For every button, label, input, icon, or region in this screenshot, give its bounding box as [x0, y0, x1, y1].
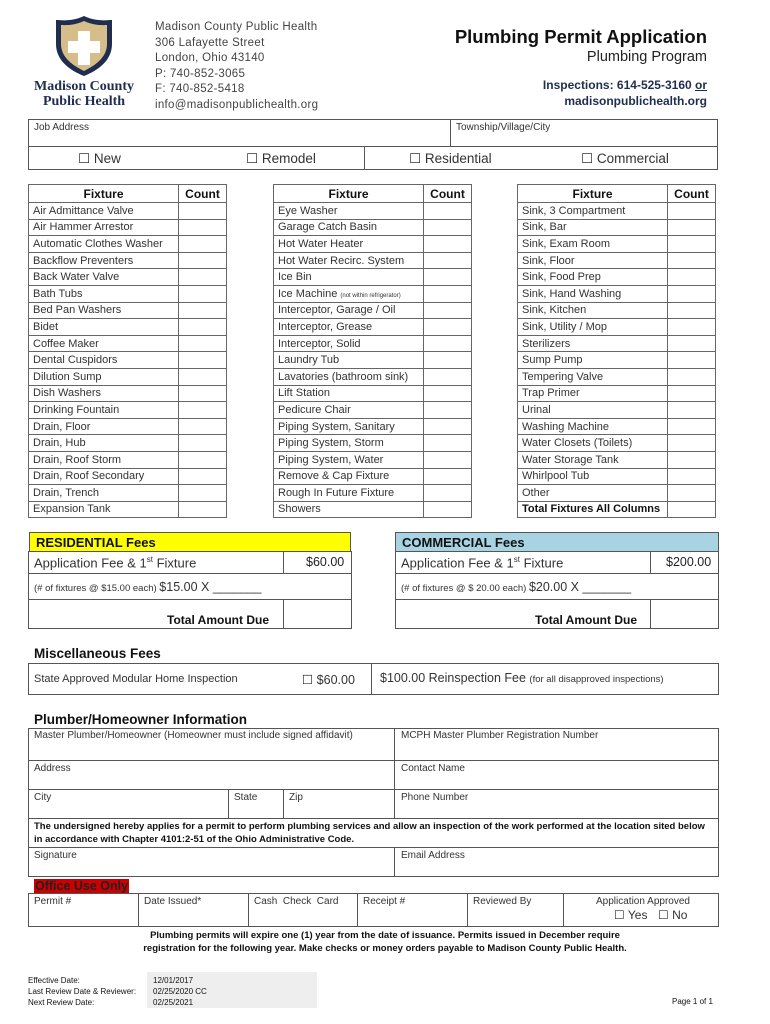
fixture-name: Ice Bin	[274, 269, 424, 286]
org-city: London, Ohio 43140	[155, 52, 265, 64]
fixture-count-input[interactable]	[424, 269, 472, 286]
fixture-count-input[interactable]	[424, 385, 472, 402]
table-row	[274, 451, 472, 468]
table-row	[29, 352, 227, 369]
fixture-count-input[interactable]	[424, 402, 472, 419]
table-row	[518, 219, 716, 236]
fixture-count-input[interactable]	[668, 418, 716, 435]
last-review-label: Last Review Date & Reviewer:	[28, 987, 137, 996]
fixture-count-input[interactable]	[668, 285, 716, 302]
table-row	[29, 285, 227, 302]
modular-checkbox[interactable]: ☐ $60.00	[302, 673, 355, 687]
count-header: Count	[668, 185, 716, 203]
state-label: State	[234, 792, 258, 803]
fixture-name: Interceptor, Garage / Oil	[274, 302, 424, 319]
residential-fixture-rate[interactable]: $15.00 X _______	[159, 580, 262, 594]
commercial-app-amount: $200.00	[666, 555, 712, 569]
table-row	[29, 252, 227, 269]
count-header: Count	[424, 185, 472, 203]
next-review-label: Next Review Date:	[28, 998, 95, 1007]
misc-fees-header: Miscellaneous Fees	[34, 646, 161, 661]
effective-date: 12/01/2017	[153, 976, 194, 985]
table-row	[274, 385, 472, 402]
fixture-name: Drain, Floor	[29, 418, 179, 435]
fixture-count-input[interactable]	[424, 285, 472, 302]
fixture-count-input[interactable]	[424, 501, 472, 518]
fixture-count-input[interactable]	[424, 485, 472, 502]
table-row	[518, 319, 716, 336]
fixture-count-input[interactable]	[179, 485, 227, 502]
fixture-name: Tempering Valve	[518, 368, 668, 385]
table-row	[274, 269, 472, 286]
fixture-name: Drain, Roof Secondary	[29, 468, 179, 485]
table-row	[274, 418, 472, 435]
table-row	[29, 335, 227, 352]
table-row	[29, 302, 227, 319]
fixture-count-input[interactable]	[179, 501, 227, 518]
effective-date-label: Effective Date:	[28, 976, 80, 985]
table-row	[29, 236, 227, 253]
fixture-name: Air Hammer Arrestor	[29, 219, 179, 236]
table-row	[274, 203, 472, 220]
table-row	[274, 285, 472, 302]
fixture-name: Sink, Exam Room	[518, 236, 668, 253]
residential-app-amount: $60.00	[306, 555, 345, 569]
table-row	[518, 252, 716, 269]
fixture-name: Garage Catch Basin	[274, 219, 424, 236]
fixture-name: Water Closets (Toilets)	[518, 435, 668, 452]
table-row	[29, 368, 227, 385]
org-contact	[155, 20, 318, 113]
fixture-count-input[interactable]	[668, 385, 716, 402]
fixture-name: Interceptor, Grease	[274, 319, 424, 336]
fixture-count-input[interactable]	[668, 236, 716, 253]
fixture-name: Dilution Sump	[29, 368, 179, 385]
count-header: Count	[179, 185, 227, 203]
fixture-name: Drain, Hub	[29, 435, 179, 452]
table-row	[29, 501, 227, 518]
table-row	[518, 269, 716, 286]
page-title: Plumbing Permit Application	[454, 26, 707, 47]
fixture-count-input[interactable]	[179, 352, 227, 369]
reviewed-by-label: Reviewed By	[473, 896, 532, 907]
table-row	[29, 269, 227, 286]
inspections-or: or	[695, 78, 707, 92]
fixture-count-input[interactable]	[668, 219, 716, 236]
fixture-header: Fixture	[29, 185, 179, 203]
fixture-count-input[interactable]	[668, 352, 716, 369]
checkbox-commercial[interactable]: ☐ Commercial	[581, 151, 669, 166]
table-row	[518, 501, 716, 518]
modular-label: State Approved Modular Home Inspection	[34, 673, 238, 685]
master-plumber-label: Master Plumber/Homeowner (Homeowner must include signed affidavit)	[34, 730, 353, 741]
fixture-count-input[interactable]	[179, 219, 227, 236]
table-row	[518, 285, 716, 302]
table-row	[29, 219, 227, 236]
address-label: Address	[34, 763, 71, 774]
table-row	[518, 352, 716, 369]
table-row	[518, 368, 716, 385]
fixture-count-input[interactable]	[424, 335, 472, 352]
table-row	[518, 435, 716, 452]
page-number: Page 1 of 1	[672, 997, 713, 1006]
table-row	[274, 468, 472, 485]
fixture-name: Whirlpool Tub	[518, 468, 668, 485]
table-row	[29, 402, 227, 419]
fixture-name: Ice Machine (not within refrigerator)	[274, 285, 424, 302]
fixture-count-input[interactable]	[668, 501, 716, 518]
commercial-fees-header	[395, 532, 719, 552]
office-use-header: Office Use Only	[35, 879, 129, 893]
job-address-field[interactable]	[28, 119, 451, 147]
notice-line-1: Plumbing permits will expire one (1) year from the date of issuance. Permits issued in December require	[150, 930, 620, 941]
applicant-statement: The undersigned hereby applies for a permit to perform plumbing services and allow an inspection of the work performed at the location sited below in accordance with Chapter 4101:2-51 of the Ohio Administrative Code.	[34, 821, 705, 845]
footer-labels	[28, 975, 136, 1008]
job-address-label: Job Address	[34, 122, 90, 133]
inspections-phone: Inspections: 614-525-3160	[542, 78, 695, 92]
checkbox-residential[interactable]: ☐ Residential	[409, 151, 492, 166]
fixture-name: Dental Cuspidors	[29, 352, 179, 369]
commercial-fixture-note: (# of fixtures @ $ 20.00 each) $20.00 X _______	[401, 580, 632, 594]
residential-fees-title: RESIDENTIAL Fees	[36, 535, 156, 550]
fixture-count-input[interactable]	[668, 302, 716, 319]
fixture-name: Lavatories (bathroom sink)	[274, 368, 424, 385]
fixture-count-input[interactable]	[424, 236, 472, 253]
fixture-count-input[interactable]	[424, 219, 472, 236]
fixture-name: Coffee Maker	[29, 335, 179, 352]
fixture-name: Sink, Food Prep	[518, 269, 668, 286]
fixture-count-input[interactable]	[179, 285, 227, 302]
table-row	[29, 418, 227, 435]
fixture-table-1	[28, 184, 227, 518]
table-row	[518, 402, 716, 419]
fixture-count-input[interactable]	[668, 402, 716, 419]
fixture-name: Drain, Roof Storm	[29, 451, 179, 468]
commercial-fixture-rate[interactable]: $20.00 X _______	[528, 580, 632, 594]
shield-cross-icon	[53, 14, 115, 78]
page-subtitle: Plumbing Program	[586, 49, 707, 65]
fixture-name: Drain, Trench	[29, 485, 179, 502]
org-fax: F: 740-852-5418	[155, 83, 245, 95]
residential-fees-header	[29, 532, 351, 552]
inspections-website[interactable]: madisonpublichealth.org	[564, 94, 707, 108]
fixture-count-input[interactable]	[668, 451, 716, 468]
org-email[interactable]: info@madisonpublichealth.org	[155, 98, 319, 111]
fixture-name: Sink, Bar	[518, 219, 668, 236]
table-row	[274, 485, 472, 502]
logo	[28, 14, 140, 110]
fixture-name: Pedicure Chair	[274, 402, 424, 419]
city-label: City	[34, 792, 52, 803]
payment-method-label: Cash Check Card	[254, 896, 339, 907]
fixture-header: Fixture	[518, 185, 668, 203]
inspections-info	[543, 77, 707, 109]
fixture-count-input[interactable]	[179, 335, 227, 352]
org-street: 306 Lafayette Street	[155, 36, 265, 49]
fixture-count-input[interactable]	[668, 319, 716, 336]
table-row	[274, 302, 472, 319]
logo-line-2: Public Health	[42, 94, 126, 109]
fixture-name: Sink, Floor	[518, 252, 668, 269]
fixture-count-input[interactable]	[424, 418, 472, 435]
fixture-name: Water Storage Tank	[518, 451, 668, 468]
table-row	[29, 319, 227, 336]
contact-name-label: Contact Name	[401, 763, 465, 774]
fixture-name: Sterilizers	[518, 335, 668, 352]
fixture-name: Trap Primer	[518, 385, 668, 402]
fixture-count-input[interactable]	[179, 451, 227, 468]
table-row	[274, 335, 472, 352]
table-row	[274, 368, 472, 385]
fixture-name: Total Fixtures All Columns	[518, 501, 668, 518]
footer-values	[153, 975, 207, 1008]
table-row	[274, 236, 472, 253]
fixture-name: Bed Pan Washers	[29, 302, 179, 319]
fixture-name: Air Admittance Valve	[29, 203, 179, 220]
logo-line-1: Madison County	[34, 79, 134, 94]
fixture-count-input[interactable]	[179, 418, 227, 435]
fixture-name: Interceptor, Solid	[274, 335, 424, 352]
residential-app-fee: Application Fee & 1st Fixture	[34, 555, 197, 571]
fixture-name: Dish Washers	[29, 385, 179, 402]
fixture-name: Urinal	[518, 402, 668, 419]
fixture-count-input[interactable]	[668, 269, 716, 286]
fixture-name: Laundry Tub	[274, 352, 424, 369]
table-row	[518, 203, 716, 220]
date-issued-label: Date Issued*	[144, 896, 202, 907]
approved-no-checkbox[interactable]: ☐ No	[658, 908, 688, 922]
reinspection-fee: $100.00 Reinspection Fee (for all disapproved inspections)	[380, 671, 664, 685]
table-row	[29, 203, 227, 220]
fixture-count-input[interactable]	[179, 368, 227, 385]
permit-number-label: Permit #	[34, 896, 72, 907]
table-row	[518, 236, 716, 253]
fixture-count-input[interactable]	[668, 252, 716, 269]
last-review-date: 02/25/2020 CC	[153, 987, 207, 996]
fixture-table-2	[273, 184, 472, 518]
fixture-count-input[interactable]	[424, 468, 472, 485]
fixture-name: Hot Water Recirc. System	[274, 252, 424, 269]
address-field[interactable]	[28, 760, 395, 790]
fixture-count-input[interactable]	[179, 402, 227, 419]
fixture-count-input[interactable]	[668, 468, 716, 485]
table-row	[518, 385, 716, 402]
application-approved-label: Application Approved	[596, 896, 690, 907]
checkbox-new[interactable]: ☐ New	[78, 151, 121, 166]
residential-total-label: Total Amount Due	[167, 613, 269, 627]
fixture-name: Sink, Kitchen	[518, 302, 668, 319]
fixture-name: Bath Tubs	[29, 285, 179, 302]
fixture-count-input[interactable]	[424, 302, 472, 319]
phone-label: Phone Number	[401, 792, 469, 803]
table-row	[274, 435, 472, 452]
fixture-count-input[interactable]	[179, 468, 227, 485]
fixture-count-input[interactable]	[424, 203, 472, 220]
fixture-count-input[interactable]	[179, 302, 227, 319]
residential-fixture-note: (# of fixtures @ $15.00 each) $15.00 X _______	[34, 580, 262, 594]
fixture-name: Back Water Valve	[29, 269, 179, 286]
fixture-name: Sink, 3 Compartment	[518, 203, 668, 220]
fixture-name: Piping System, Sanitary	[274, 418, 424, 435]
fixture-name: Washing Machine	[518, 418, 668, 435]
fixture-count-input[interactable]	[668, 203, 716, 220]
table-row	[518, 418, 716, 435]
fixture-name: Sump Pump	[518, 352, 668, 369]
fixture-name: Sink, Hand Washing	[518, 285, 668, 302]
table-row	[518, 485, 716, 502]
fixture-count-input[interactable]	[179, 385, 227, 402]
email-label: Email Address	[401, 850, 465, 861]
commercial-app-fee: Application Fee & 1st Fixture	[401, 555, 564, 571]
table-row	[274, 319, 472, 336]
mcph-registration-label: MCPH Master Plumber Registration Number	[401, 730, 599, 741]
checkbox-remodel[interactable]: ☐ Remodel	[246, 151, 316, 166]
signature-label: Signature	[34, 850, 77, 861]
next-review-date: 02/25/2021	[153, 998, 194, 1007]
fixture-count-input[interactable]	[179, 319, 227, 336]
fixture-count-input[interactable]	[668, 435, 716, 452]
fixture-count-input[interactable]	[668, 335, 716, 352]
fixture-name: Automatic Clothes Washer	[29, 236, 179, 253]
fixture-count-input[interactable]	[424, 435, 472, 452]
receipt-label: Receipt #	[363, 896, 406, 907]
fixture-count-input[interactable]	[424, 319, 472, 336]
table-row	[274, 252, 472, 269]
reinspection-note: (for all disapproved inspections)	[529, 674, 664, 685]
table-row	[29, 385, 227, 402]
residential-total-field[interactable]	[283, 599, 352, 629]
commercial-total-field[interactable]	[650, 599, 719, 629]
org-name: Madison County Public Health	[155, 21, 318, 33]
table-row	[274, 352, 472, 369]
commercial-total-label: Total Amount Due	[535, 613, 637, 627]
notice-line-2: registration for the following year. Make checks or money orders payable to Madison County Public Health.	[143, 942, 627, 954]
fixture-name: Piping System, Storm	[274, 435, 424, 452]
table-row	[29, 451, 227, 468]
table-row	[29, 435, 227, 452]
table-row	[518, 335, 716, 352]
table-row	[274, 402, 472, 419]
zip-label: Zip	[289, 792, 303, 803]
fixture-name: Expansion Tank	[29, 501, 179, 518]
table-row	[274, 219, 472, 236]
fixture-name: Sink, Utility / Mop	[518, 319, 668, 336]
fixture-name: Remove & Cap Fixture	[274, 468, 424, 485]
fixture-header: Fixture	[274, 185, 424, 203]
fixture-name: Hot Water Heater	[274, 236, 424, 253]
fixture-count-input[interactable]	[424, 352, 472, 369]
fixture-name: Rough In Future Fixture	[274, 485, 424, 502]
fixture-count-input[interactable]	[424, 368, 472, 385]
city-field[interactable]	[28, 789, 229, 819]
fixture-count-input[interactable]	[179, 269, 227, 286]
signature-field[interactable]	[28, 847, 395, 877]
fixture-name: Piping System, Water	[274, 451, 424, 468]
fixture-count-input[interactable]	[424, 451, 472, 468]
fixture-count-input[interactable]	[179, 435, 227, 452]
expiration-notice	[0, 930, 770, 955]
table-row	[518, 451, 716, 468]
fixture-name: Eye Washer	[274, 203, 424, 220]
fixture-name: Showers	[274, 501, 424, 518]
fixture-count-input[interactable]	[668, 368, 716, 385]
fixture-count-input[interactable]	[179, 236, 227, 253]
township-label: Township/Village/City	[456, 122, 551, 133]
table-row	[29, 468, 227, 485]
fixture-count-input[interactable]	[668, 485, 716, 502]
fixture-name: Lift Station	[274, 385, 424, 402]
commercial-fees-title: COMMERCIAL Fees	[402, 535, 525, 550]
table-row	[274, 501, 472, 518]
fixture-name: Other	[518, 485, 668, 502]
table-row	[518, 302, 716, 319]
ice-machine-note: (not within refrigerator)	[340, 292, 401, 299]
fixture-count-input[interactable]	[424, 252, 472, 269]
table-row	[518, 468, 716, 485]
org-phone: P: 740-852-3065	[155, 67, 246, 80]
fixture-table-3	[517, 184, 716, 518]
table-row	[29, 485, 227, 502]
fixture-name: Bidet	[29, 319, 179, 336]
fixture-name: Drinking Fountain	[29, 402, 179, 419]
plumber-info-header: Plumber/Homeowner Information	[34, 712, 248, 727]
fixture-count-input[interactable]	[179, 252, 227, 269]
fixture-name: Backflow Preventers	[29, 252, 179, 269]
approved-yes-checkbox[interactable]: ☐ Yes	[614, 908, 648, 922]
fixture-count-input[interactable]	[179, 203, 227, 220]
